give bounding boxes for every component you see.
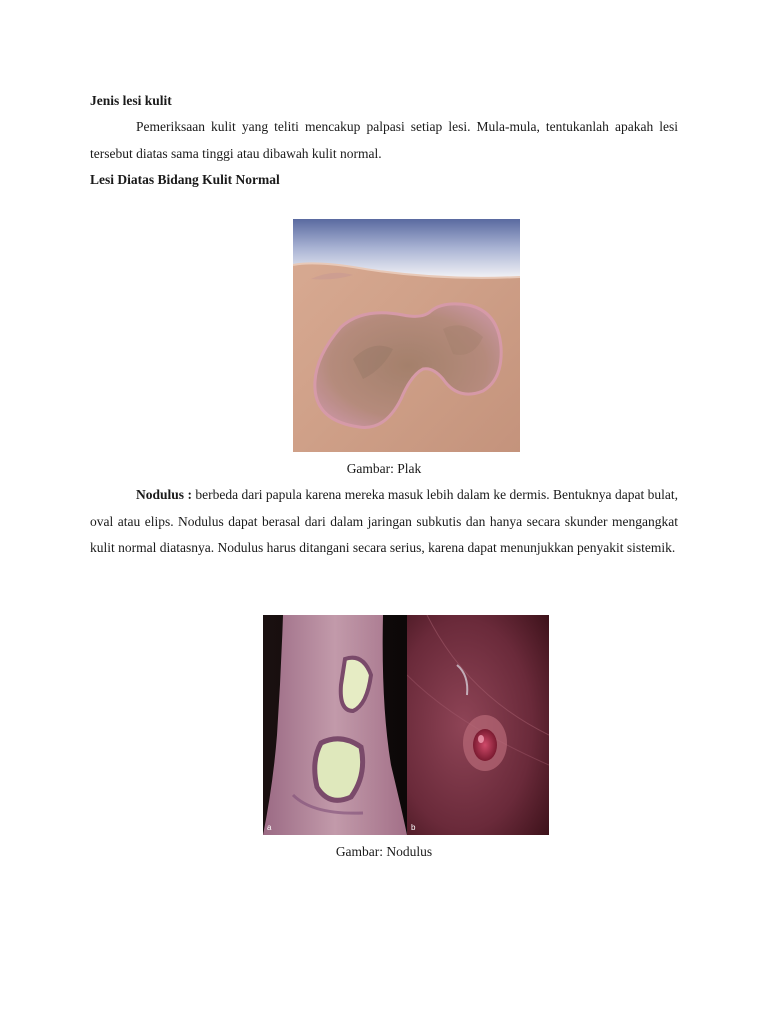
nodulus-description: berbeda dari papula karena mereka masuk lebih dalam ke dermis. Bentuknya dapat bulat, oval atau elips. Nodulus dapat berasal dari dalam jaringan subkutis dan hanya secara skunder mengangkat kulit normal diatasnya. Nodulus harus ditangani secara serius, karena dapat menunjukkan penyakit sistemik. (90, 487, 678, 555)
plak-photo (293, 219, 520, 452)
panel-b-label: b (411, 823, 416, 832)
panel-a-label: a (267, 823, 272, 832)
section-title-jenis-lesi: Jenis lesi kulit (90, 93, 172, 108)
figure2-caption: Gambar: Nodulus (335, 844, 433, 859)
figure1-caption: Gambar: Plak (346, 461, 422, 476)
nodulus-section (90, 482, 678, 562)
nodulus-photo-b (407, 615, 549, 835)
nodulus-paragraph (90, 482, 678, 562)
intro-paragraph: Pemeriksaan kulit yang teliti mencakup palpasi setiap lesi. Mula-mula, tentukanlah apakah lesi tersebut diatas sama tinggi atau dibawah kulit normal. (90, 119, 678, 161)
section-title-lesi-diatas: Lesi Diatas Bidang Kulit Normal (90, 172, 280, 187)
nodulus-photo-a (263, 615, 407, 835)
document-body (90, 88, 678, 193)
nodulus-term: Nodulus : (136, 487, 192, 502)
